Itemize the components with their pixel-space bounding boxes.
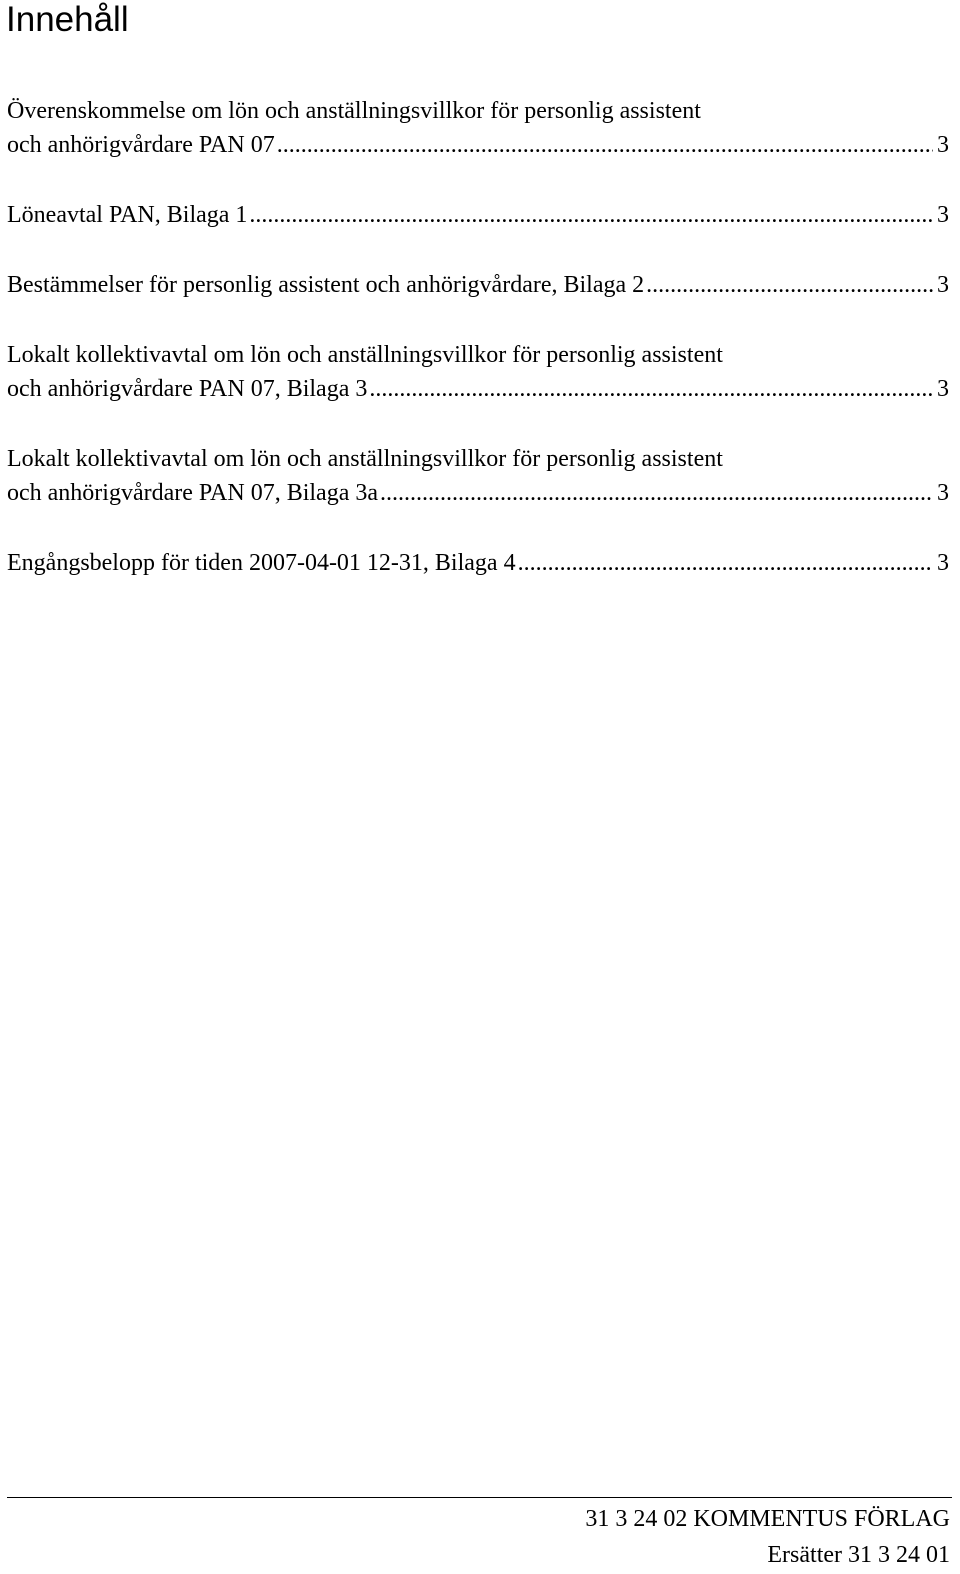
toc-page-number: 3: [937, 272, 949, 298]
table-of-contents: [7, 94, 949, 616]
toc-entry-last-line: [7, 198, 949, 232]
toc-entry-last-line: [7, 546, 949, 580]
toc-entry-title: Engångsbelopp för tiden 2007-04-01 12-31, Bilaga 4: [7, 550, 516, 576]
toc-entry-bilaga-2[interactable]: [7, 268, 949, 302]
toc-page-number: 3: [937, 376, 949, 402]
toc-page-number: 3: [937, 550, 949, 576]
page-title: Innehåll: [6, 0, 129, 39]
toc-entry-last-line: [7, 476, 949, 510]
toc-page-number: 3: [937, 132, 949, 158]
toc-dot-leader: [380, 476, 933, 510]
toc-entry-title: Bestämmelser för personlig assistent och anhörigvårdare, Bilaga 2: [7, 272, 645, 298]
toc-entry-bilaga-3[interactable]: [7, 338, 949, 406]
toc-dot-leader: [277, 128, 933, 162]
toc-entry-last-line: [7, 128, 949, 162]
toc-entry-bilaga-4[interactable]: [7, 546, 949, 580]
toc-entry-bilaga-3a[interactable]: [7, 442, 949, 510]
toc-dot-leader: [249, 198, 933, 232]
toc-dot-leader: [518, 546, 933, 580]
toc-entry-last-line: [7, 372, 949, 406]
toc-entry-title-line: Lokalt kollektivavtal om lön och anställningsvillkor för personlig assistent: [7, 342, 723, 368]
toc-page-number: 3: [937, 202, 949, 228]
footer-publisher-line: 31 3 24 02 KOMMENTUS FÖRLAG: [585, 1506, 950, 1532]
toc-entry-pan-07[interactable]: [7, 94, 949, 162]
toc-page-number: 3: [937, 480, 949, 506]
toc-entry-title-continuation: och anhörigvårdare PAN 07, Bilaga 3a: [7, 480, 379, 506]
toc-entry-bilaga-1[interactable]: [7, 198, 949, 232]
toc-entry-title-line: Överenskommelse om lön och anställningsvillkor för personlig assistent: [7, 98, 701, 124]
toc-entry-title-continuation: och anhörigvårdare PAN 07, Bilaga 3: [7, 376, 368, 402]
toc-entry-title-continuation: och anhörigvårdare PAN 07: [7, 132, 275, 158]
toc-entry-title-line: Lokalt kollektivavtal om lön och anställningsvillkor för personlig assistent: [7, 446, 723, 472]
toc-dot-leader: [646, 268, 933, 302]
footer-divider: [7, 1497, 952, 1498]
toc-entry-last-line: [7, 268, 949, 302]
footer-replaces-line: Ersätter 31 3 24 01: [767, 1542, 950, 1568]
toc-dot-leader: [369, 372, 933, 406]
toc-entry-title: Löneavtal PAN, Bilaga 1: [7, 202, 248, 228]
